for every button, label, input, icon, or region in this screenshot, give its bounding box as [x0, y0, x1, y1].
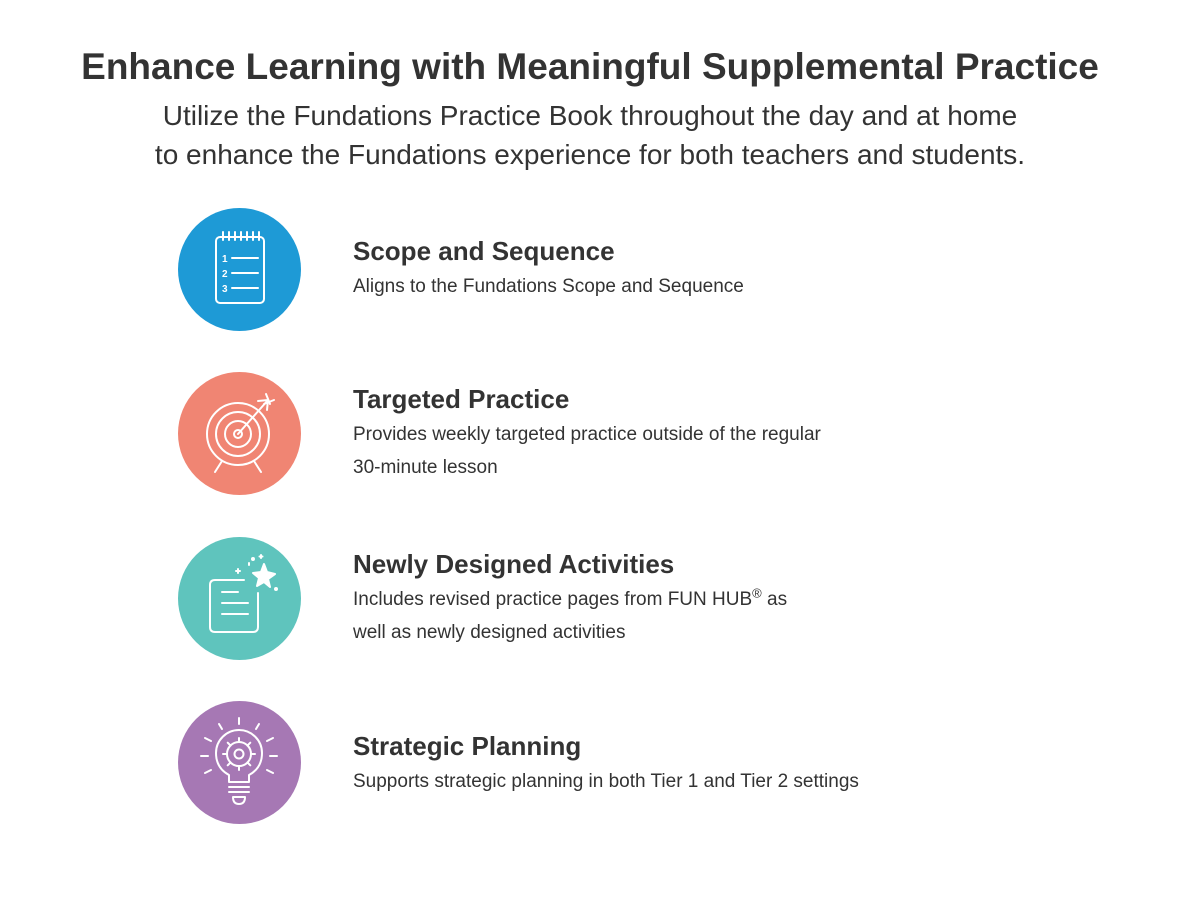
feature-description [353, 418, 821, 484]
feature-description-line-1: Aligns to the Fundations Scope and Sequence [353, 276, 744, 297]
description-text: Includes revised practice pages from FUN HUB [353, 589, 753, 610]
page-title: Enhance Learning with Meaningful Supplemental Practice [81, 46, 1099, 87]
feature-description-line-1: Supports strategic planning in both Tier 1 and Tier 2 settings [353, 771, 859, 792]
feature-scope-and-sequence [178, 208, 1078, 332]
sparkle-document-icon [178, 537, 301, 660]
icon-circle [178, 701, 301, 824]
icon-circle [178, 372, 301, 495]
feature-description-line-1 [353, 583, 787, 616]
svg-text:3: 3 [222, 284, 228, 295]
registered-mark: ® [752, 585, 762, 601]
feature-description [353, 583, 787, 649]
icon-circle [178, 208, 301, 331]
feature-description-line-2: well as newly designed activities [353, 622, 626, 643]
feature-title: Targeted Practice [353, 384, 570, 414]
feature-title: Scope and Sequence [353, 236, 615, 266]
feature-title: Strategic Planning [353, 731, 582, 761]
feature-description [353, 270, 744, 303]
feature-strategic-planning [178, 701, 1078, 825]
subtitle-line-1: Utilize the Fundations Practice Book throughout the day and at home [162, 100, 1018, 131]
subtitle-line-2: to enhance the Fundations experience for both teachers and students. [154, 139, 1026, 170]
svg-text:1: 1 [222, 254, 228, 265]
feature-description-line-2: 30-minute lesson [353, 457, 498, 478]
description-text-suffix: as [761, 589, 788, 610]
icon-circle [178, 537, 301, 660]
page-subtitle [0, 96, 1180, 174]
feature-title: Newly Designed Activities [353, 549, 675, 579]
feature-description-line-1: Provides weekly targeted practice outside of the regular [353, 424, 821, 445]
svg-text:2: 2 [222, 269, 228, 280]
lightbulb-gear-icon [178, 701, 301, 824]
feature-targeted-practice [178, 372, 1078, 496]
feature-newly-designed-activities [178, 537, 1078, 661]
target-arrow-icon [178, 372, 301, 495]
feature-description [353, 765, 859, 798]
numbered-list-notepad-icon [178, 208, 301, 331]
